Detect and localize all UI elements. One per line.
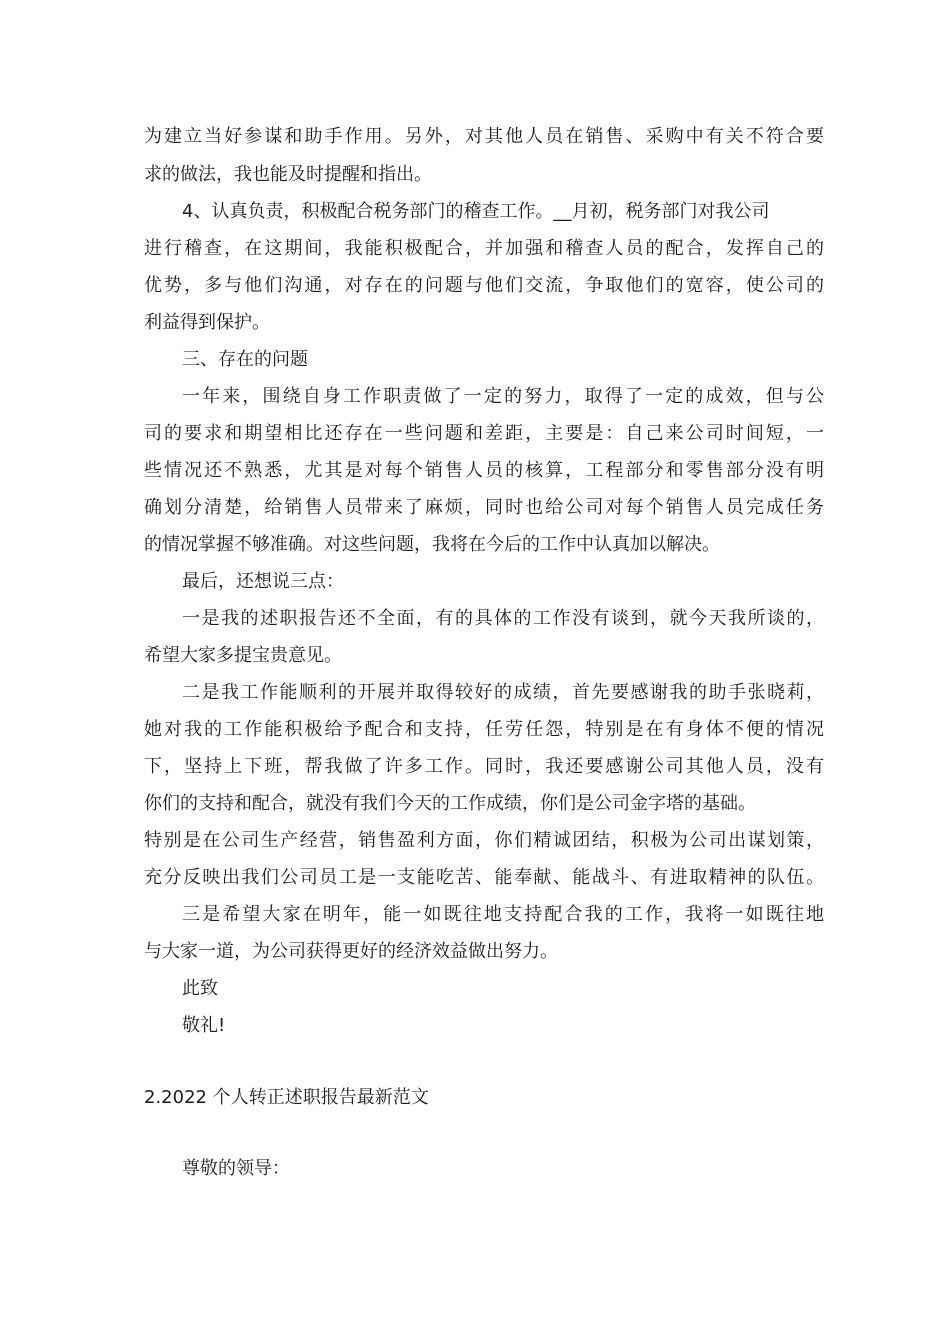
paragraph-line: 二是我工作能顺利的开展并取得较好的成绩，首先要感谢我的助手张晓莉， (182, 682, 824, 703)
paragraph-line: 下，坚持上下班，帮我做了许多工作。同时，我还要感谢公司其他人员，没有 (144, 756, 824, 777)
paragraph-line: 的情况掌握不够准确。对这些问题，我将在今后的工作中认真加以解决。 (144, 534, 720, 555)
paragraph-line: 进行稽查，在这期间，我能积极配合，并加强和稽查人员的配合，发挥自己的 (144, 238, 824, 259)
paragraph-line: 你们的支持和配合，就没有我们今天的工作成绩，你们是公司金字塔的基础。 (144, 793, 756, 814)
paragraph-line: 充分反映出我们公司员工是一支能吃苦、能奉献、能战斗、有进取精神的队伍。 (144, 867, 824, 888)
paragraph-line: 一年来，围绕自身工作职责做了一定的努力，取得了一定的成效，但与公 (182, 386, 824, 407)
salutation: 尊敬的领导： (182, 1158, 290, 1179)
paragraph-line: 利益得到保护。 (144, 312, 270, 333)
paragraph-line: 希望大家多提宝贵意见。 (144, 645, 342, 666)
paragraph-line: 为建立当好参谋和助手作用。另外，对其他人员在销售、采购中有关不符合要 (144, 126, 824, 147)
paragraph-line: 4、认真负责，积极配合税务部门的稽查工作。__月初，税务部门对我公司 (182, 201, 770, 222)
paragraph-line: 三是希望大家在明年，能一如既往地支持配合我的工作，我将一如既往地 (182, 904, 824, 925)
paragraph-line: 与大家一道，为公司获得更好的经济效益做出努力。 (144, 941, 558, 962)
closing-line: 此致 (182, 978, 218, 999)
paragraph-line: 求的做法，我也能及时提醒和指出。 (144, 164, 432, 185)
section-title: 2.2022 个人转正述职报告最新范文 (144, 1087, 429, 1108)
paragraph-line: 一是我的述职报告还不全面，有的具体的工作没有谈到，就今天我所谈的， (182, 608, 824, 629)
closing-line: 敬礼! (182, 1015, 226, 1036)
paragraph-line: 优势，多与他们沟通，对存在的问题与他们交流，争取他们的宽容，使公司的 (144, 275, 824, 296)
paragraph-line: 最后，还想说三点： (182, 571, 344, 592)
paragraph-line: 特别是在公司生产经营，销售盈利方面，你们精诚团结，积极为公司出谋划策， (144, 830, 824, 851)
paragraph-line: 确划分清楚，给销售人员带来了麻烦，同时也给公司对每个销售人员完成任务 (144, 497, 824, 518)
paragraph-line: 些情况还不熟悉，尤其是对每个销售人员的核算，工程部分和零售部分没有明 (144, 460, 824, 481)
paragraph-line: 她对我的工作能积极给予配合和支持，任劳任怨，特别是在有身体不便的情况 (144, 719, 824, 740)
paragraph-line: 司的要求和期望相比还存在一些问题和差距，主要是：自己来公司时间短，一 (144, 423, 824, 444)
section-heading: 三、存在的问题 (182, 349, 308, 370)
